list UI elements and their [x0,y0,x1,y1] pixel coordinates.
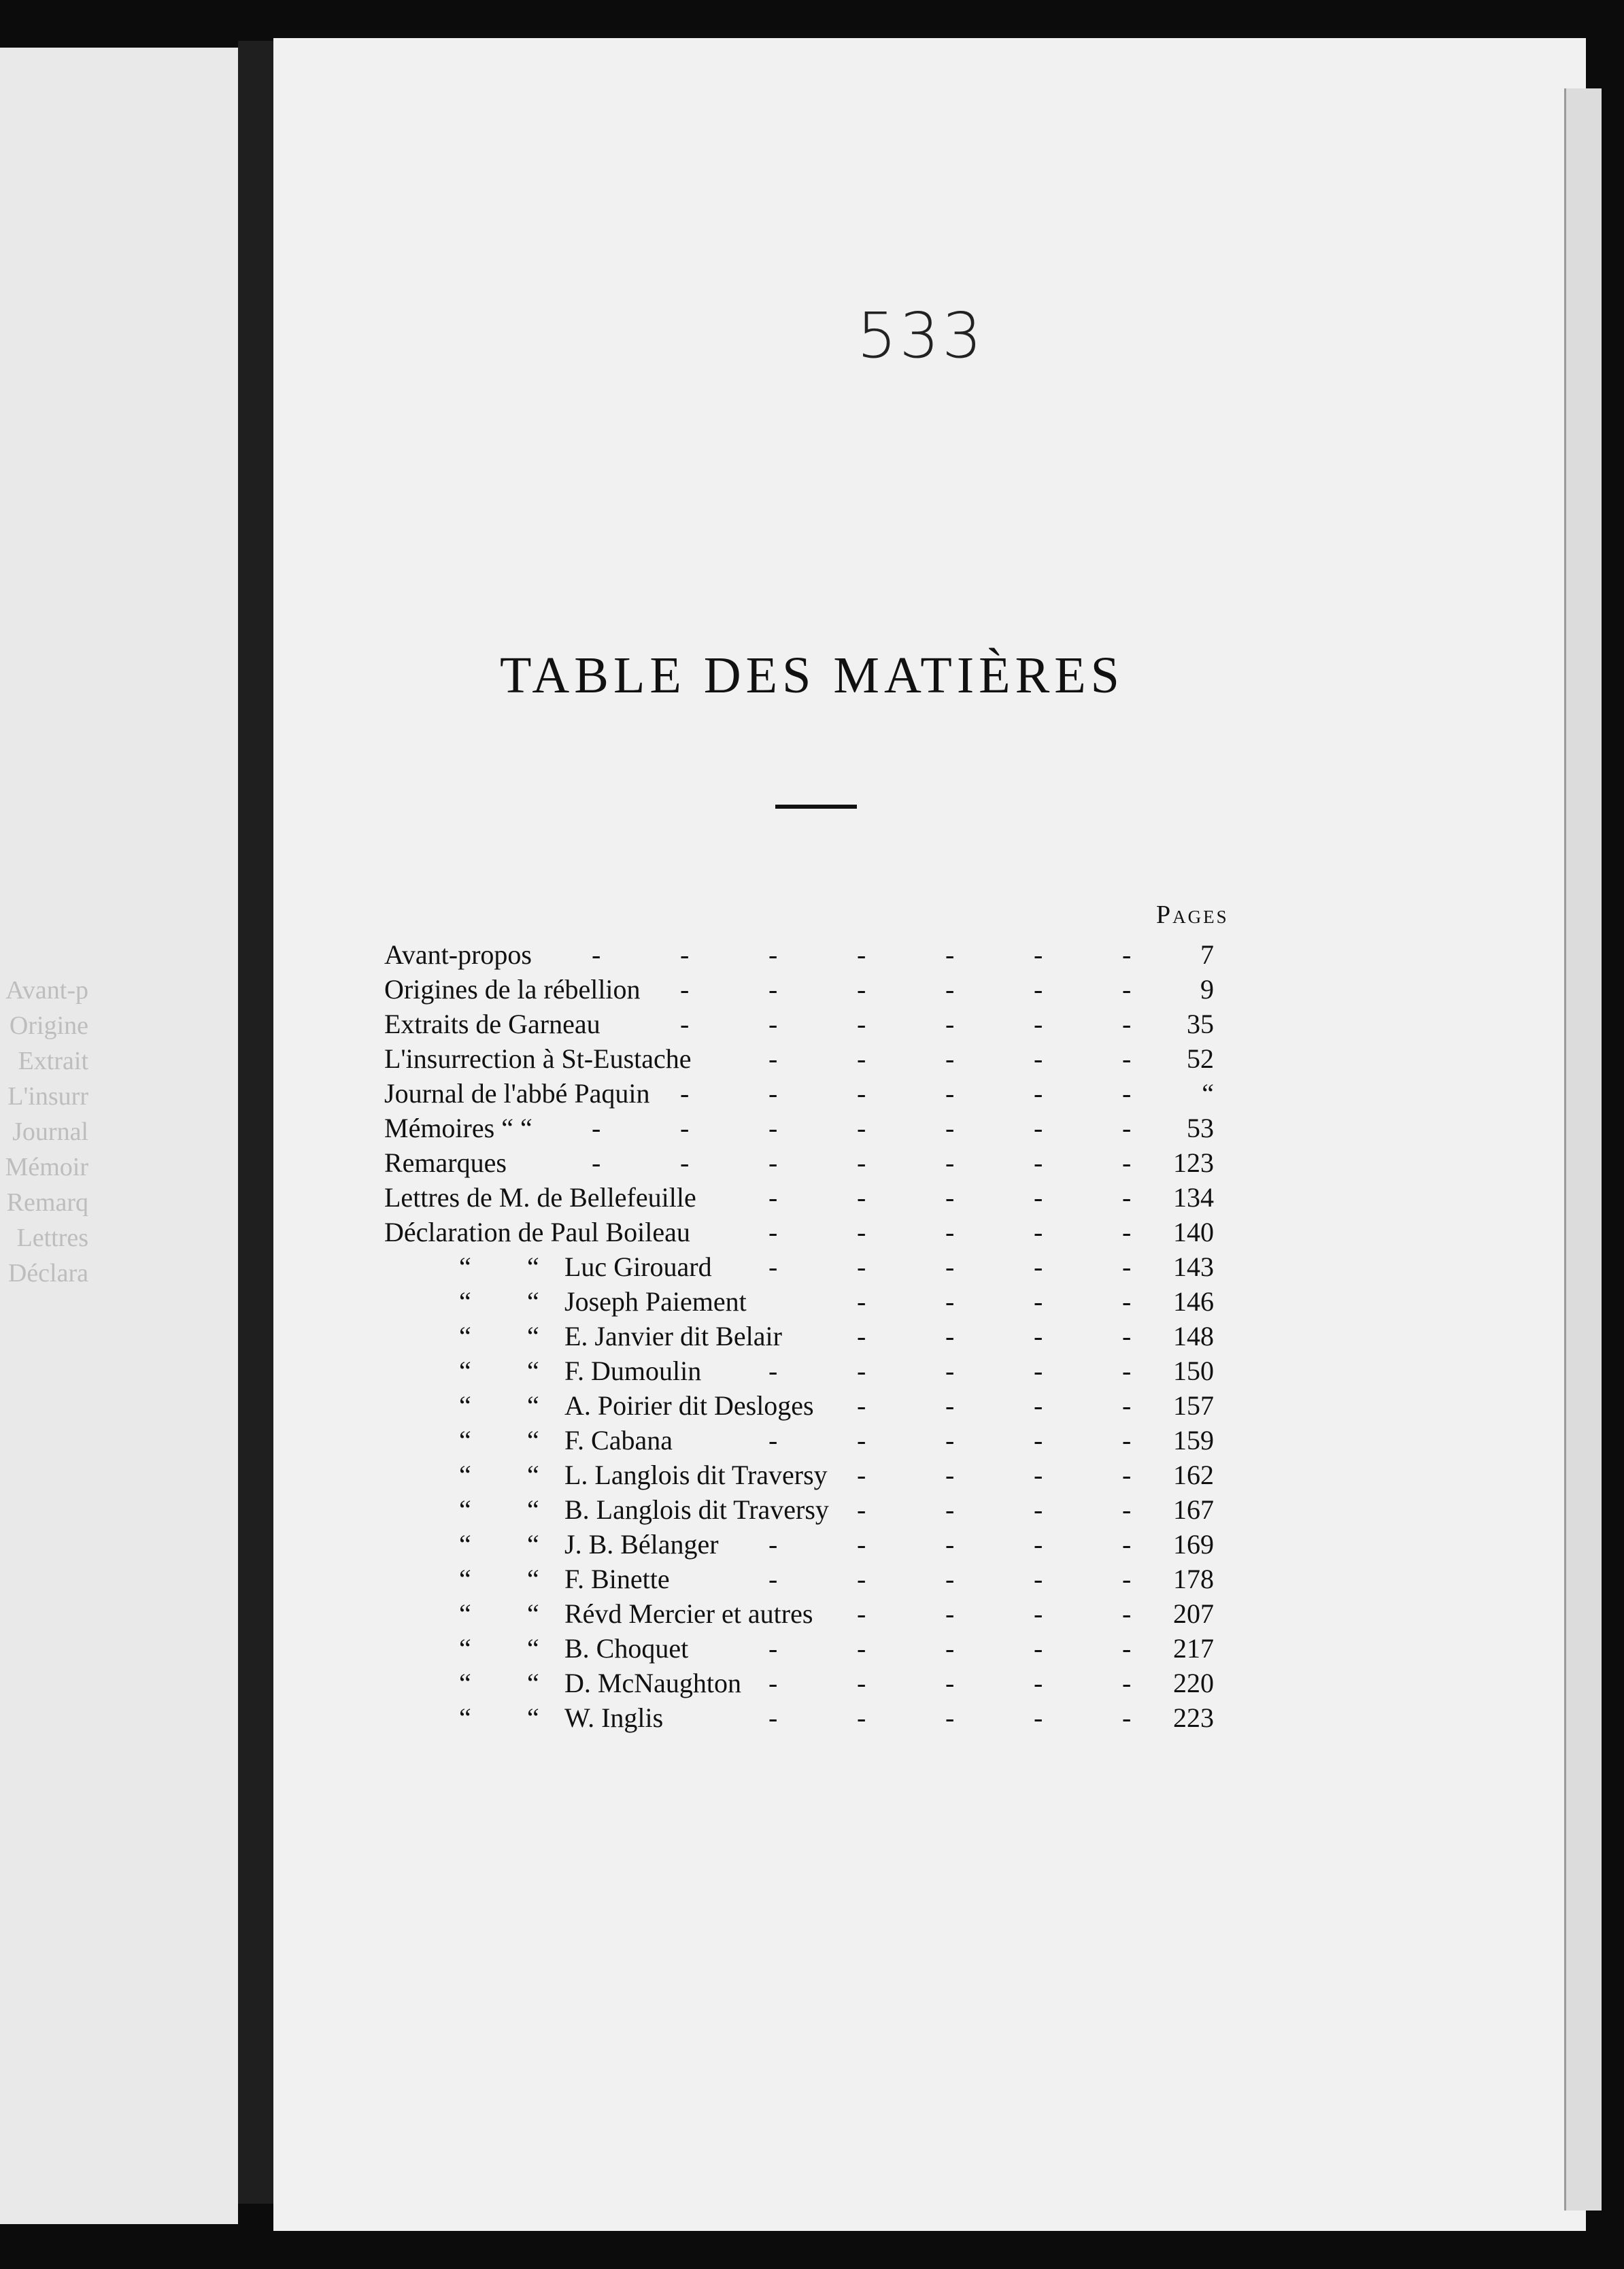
leader-dash: - [768,1633,778,1664]
toc-entry-title: Lettres de M. de Bellefeuille [384,1182,696,1213]
leader-dash: - [1122,1633,1132,1664]
leader-dash: - [768,1702,778,1733]
toc-entry-page: 217 [1173,1633,1214,1664]
leader-dash: - [768,1217,778,1247]
leader-dash: - [1122,1321,1132,1351]
leader-dash: - [768,1668,778,1698]
leader-dash: - [1122,1460,1132,1490]
leader-dash: - [1122,1598,1132,1629]
leader-dash: - [592,1113,601,1143]
leader-dash: - [857,1286,866,1317]
leader-dash: - [945,1598,955,1629]
toc-entry-page: 35 [1187,1009,1214,1039]
leader-dash: - [857,1251,866,1282]
leader-dash: - [1034,1425,1043,1456]
ditto-mark: “ [527,1356,539,1386]
toc-entry-title: Journal de l'abbé Paquin [384,1078,650,1109]
toc-entry-page: 157 [1173,1390,1214,1421]
leader-dash: - [857,1425,866,1456]
toc-entry-page: 223 [1173,1702,1214,1733]
toc-entry [0,1145,1624,1181]
leader-dash: - [768,939,778,970]
ditto-mark: “ [527,1668,539,1698]
leader-dash: - [945,1182,955,1213]
leader-dash: - [1122,1251,1132,1282]
leader-dash: - [768,1251,778,1282]
leader-dash: - [680,1113,690,1143]
toc-entry-title: B. Langlois dit Traversy [564,1494,829,1525]
toc-entry [0,1700,1624,1736]
toc-entry-title: Révd Mercier et autres [564,1598,813,1629]
leader-dash: - [857,1217,866,1247]
leader-dash: - [680,1009,690,1039]
leader-dash: - [857,1460,866,1490]
leader-dash: - [1122,1668,1132,1698]
leader-dash: - [857,1702,866,1733]
toc-entry-page: 134 [1173,1182,1214,1213]
leader-dash: - [945,1113,955,1143]
leader-dash: - [945,1529,955,1560]
ditto-mark: “ [527,1460,539,1490]
leader-dash: - [857,1356,866,1386]
leader-dash: - [1034,1043,1043,1074]
ditto-mark: “ [459,1390,471,1421]
leader-dash: - [768,1425,778,1456]
left-page-ghost-line: Origine [9,1011,88,1040]
leader-dash: - [857,1529,866,1560]
toc-entry-page: 146 [1173,1286,1214,1317]
toc-entry-page: “ [1202,1078,1214,1109]
leader-dash: - [768,1078,778,1109]
leader-dash: - [680,1147,690,1178]
ditto-mark: “ [459,1356,471,1386]
ditto-mark: “ [527,1425,539,1456]
ditto-mark: “ [459,1286,471,1317]
leader-dash: - [857,1043,866,1074]
folio-number: 533 [857,299,985,372]
toc-entry-title: Origines de la rébellion [384,974,641,1005]
toc-entry-title: L. Langlois dit Traversy [564,1460,828,1490]
ditto-mark: “ [459,1564,471,1594]
toc-entry-title: Déclaration de Paul Boileau [384,1217,690,1247]
toc-entry [0,1527,1624,1562]
leader-dash: - [945,1043,955,1074]
left-page-ghost-line: Lettres [16,1224,88,1252]
leader-dash: - [945,1668,955,1698]
ditto-mark: “ [459,1598,471,1629]
toc-entry [0,1596,1624,1632]
toc-entry-page: 7 [1200,939,1214,970]
ditto-mark: “ [527,1390,539,1421]
leader-dash: - [768,1182,778,1213]
leader-dash: - [1034,1113,1043,1143]
ditto-mark: “ [527,1529,539,1560]
ditto-mark: “ [527,1286,539,1317]
leader-dash: - [1122,1564,1132,1594]
ditto-mark: “ [459,1425,471,1456]
leader-dash: - [857,974,866,1005]
leader-dash: - [1034,1182,1043,1213]
leader-dash: - [1034,1390,1043,1421]
toc-entry [0,1666,1624,1701]
leader-dash: - [768,1009,778,1039]
ditto-mark: “ [527,1564,539,1594]
leader-dash: - [857,1321,866,1351]
toc-entry-page: 162 [1173,1460,1214,1490]
leader-dash: - [945,1078,955,1109]
leader-dash: - [768,1529,778,1560]
toc-entry-page: 159 [1173,1425,1214,1456]
leader-dash: - [945,1356,955,1386]
leader-dash: - [857,1598,866,1629]
leader-dash: - [945,1425,955,1456]
leader-dash: - [1122,1286,1132,1317]
leader-dash: - [1034,1564,1043,1594]
leader-dash: - [945,1494,955,1525]
leader-dash: - [1034,1356,1043,1386]
left-page-ghost-line: Déclara [7,1259,88,1288]
left-page-ghost-line: Mémoir [5,1153,88,1181]
leader-dash: - [857,1494,866,1525]
toc-entry [0,1111,1624,1146]
left-page-ghost-line: Journal [12,1117,88,1146]
leader-dash: - [857,1078,866,1109]
toc-entry [0,1076,1624,1111]
leader-dash: - [1034,1147,1043,1178]
toc-entry-title: B. Choquet [564,1633,689,1664]
leader-dash: - [1034,1251,1043,1282]
toc-entry [0,1354,1624,1389]
leader-dash: - [1034,1668,1043,1698]
toc-entry-page: 148 [1173,1321,1214,1351]
toc-entry [0,1249,1624,1285]
left-page-ghost-line: Remarq [6,1188,88,1217]
toc-entry-title: Joseph Paiement [564,1286,747,1317]
ditto-mark: “ [459,1251,471,1282]
leader-dash: - [857,1009,866,1039]
ditto-mark: “ [459,1321,471,1351]
toc-entry-title: D. McNaughton [564,1668,741,1698]
pages-column-header: Pages [1156,901,1229,929]
leader-dash: - [945,1390,955,1421]
toc-entry-title: A. Poirier dit Desloges [564,1390,814,1421]
toc-entry [0,1458,1624,1493]
leader-dash: - [1034,1598,1043,1629]
leader-dash: - [768,1564,778,1594]
leader-dash: - [1122,1182,1132,1213]
leader-dash: - [592,1147,601,1178]
leader-dash: - [1122,1390,1132,1421]
toc-entry-page: 207 [1173,1598,1214,1629]
toc-entry-page: 143 [1173,1251,1214,1282]
toc-entry-page: 220 [1173,1668,1214,1698]
toc-entry-title: Extraits de Garneau [384,1009,600,1039]
toc-entry-title: Luc Girouard [564,1251,712,1282]
leader-dash: - [1034,1529,1043,1560]
leader-dash: - [1034,1217,1043,1247]
leader-dash: - [1122,939,1132,970]
ditto-mark: “ [459,1633,471,1664]
toc-entry-page: 9 [1200,974,1214,1005]
leader-dash: - [768,1043,778,1074]
leader-dash: - [945,1009,955,1039]
toc-entry [0,1423,1624,1458]
leader-dash: - [1122,1529,1132,1560]
leader-dash: - [1122,1425,1132,1456]
leader-dash: - [1034,1286,1043,1317]
leader-dash: - [680,1078,690,1109]
toc-entry [0,1284,1624,1320]
toc-entry [0,972,1624,1007]
ditto-mark: “ [459,1529,471,1560]
leader-dash: - [1034,1460,1043,1490]
leader-dash: - [945,1286,955,1317]
ditto-mark: “ [459,1494,471,1525]
leader-dash: - [592,939,601,970]
leader-dash: - [945,1321,955,1351]
toc-entry [0,1319,1624,1354]
toc-entry [0,1562,1624,1597]
leader-dash: - [945,939,955,970]
toc-entry [0,1215,1624,1250]
toc-entry [0,937,1624,973]
toc-entry-title: Remarques [384,1147,507,1178]
leader-dash: - [680,939,690,970]
leader-dash: - [945,1702,955,1733]
leader-dash: - [857,1390,866,1421]
toc-entry-title: Avant-propos [384,939,532,970]
leader-dash: - [1034,1321,1043,1351]
toc-entry-page: 178 [1173,1564,1214,1594]
ditto-mark: “ [527,1702,539,1733]
leader-dash: - [1122,1113,1132,1143]
toc-entry [0,1007,1624,1042]
leader-dash: - [1034,974,1043,1005]
toc-entry [0,1388,1624,1424]
toc-entry-page: 140 [1173,1217,1214,1247]
leader-dash: - [857,939,866,970]
toc-entry-title: F. Cabana [564,1425,673,1456]
left-page-ghost-line: Avant-p [5,976,88,1005]
toc-entry [0,1180,1624,1215]
leader-dash: - [945,1633,955,1664]
ditto-mark: “ [527,1321,539,1351]
toc-entry-title: Mémoires “ “ [384,1113,532,1143]
toc-entry-title: J. B. Bélanger [564,1529,719,1560]
toc-entry-title: L'insurrection à St-Eustache [384,1043,692,1074]
leader-dash: - [945,1564,955,1594]
leader-dash: - [1122,1217,1132,1247]
left-page-ghost-line: Extrait [18,1047,88,1075]
leader-dash: - [857,1182,866,1213]
leader-dash: - [1034,939,1043,970]
toc-entry [0,1492,1624,1528]
toc-entry [0,1041,1624,1077]
ditto-mark: “ [459,1702,471,1733]
leader-dash: - [1034,1702,1043,1733]
ditto-mark: “ [527,1494,539,1525]
leader-dash: - [945,1251,955,1282]
leader-dash: - [768,974,778,1005]
leader-dash: - [857,1564,866,1594]
leader-dash: - [1034,1494,1043,1525]
leader-dash: - [1122,1147,1132,1178]
ditto-mark: “ [527,1633,539,1664]
ditto-mark: “ [527,1251,539,1282]
toc-entry-page: 52 [1187,1043,1214,1074]
leader-dash: - [1122,1356,1132,1386]
leader-dash: - [1122,1043,1132,1074]
leader-dash: - [945,1147,955,1178]
leader-dash: - [768,1113,778,1143]
left-page-ghost-line: L'insurr [7,1082,88,1111]
toc-entry-page: 150 [1173,1356,1214,1386]
leader-dash: - [1034,1633,1043,1664]
leader-dash: - [1122,974,1132,1005]
toc-entry-page: 169 [1173,1529,1214,1560]
ditto-mark: “ [527,1598,539,1629]
leader-dash: - [1034,1009,1043,1039]
page-title: TABLE DES MATIÈRES [500,647,1124,704]
toc-entry-title: F. Binette [564,1564,670,1594]
leader-dash: - [945,1460,955,1490]
leader-dash: - [680,974,690,1005]
leader-dash: - [1122,1702,1132,1733]
ditto-mark: “ [459,1460,471,1490]
toc-entry-page: 53 [1187,1113,1214,1143]
leader-dash: - [857,1668,866,1698]
leader-dash: - [945,1217,955,1247]
leader-dash: - [945,974,955,1005]
leader-dash: - [768,1356,778,1386]
leader-dash: - [1034,1078,1043,1109]
toc-entry [0,1631,1624,1666]
leader-dash: - [857,1633,866,1664]
leader-dash: - [1122,1009,1132,1039]
leader-dash: - [857,1147,866,1178]
toc-entry-page: 167 [1173,1494,1214,1525]
leader-dash: - [1122,1078,1132,1109]
toc-entry-page: 123 [1173,1147,1214,1178]
leader-dash: - [1122,1494,1132,1525]
leader-dash: - [857,1113,866,1143]
ditto-mark: “ [459,1668,471,1698]
leader-dash: - [768,1147,778,1178]
toc-entry-title: F. Dumoulin [564,1356,702,1386]
toc-entry-title: W. Inglis [564,1702,664,1733]
toc-entry-title: E. Janvier dit Belair [564,1321,782,1351]
